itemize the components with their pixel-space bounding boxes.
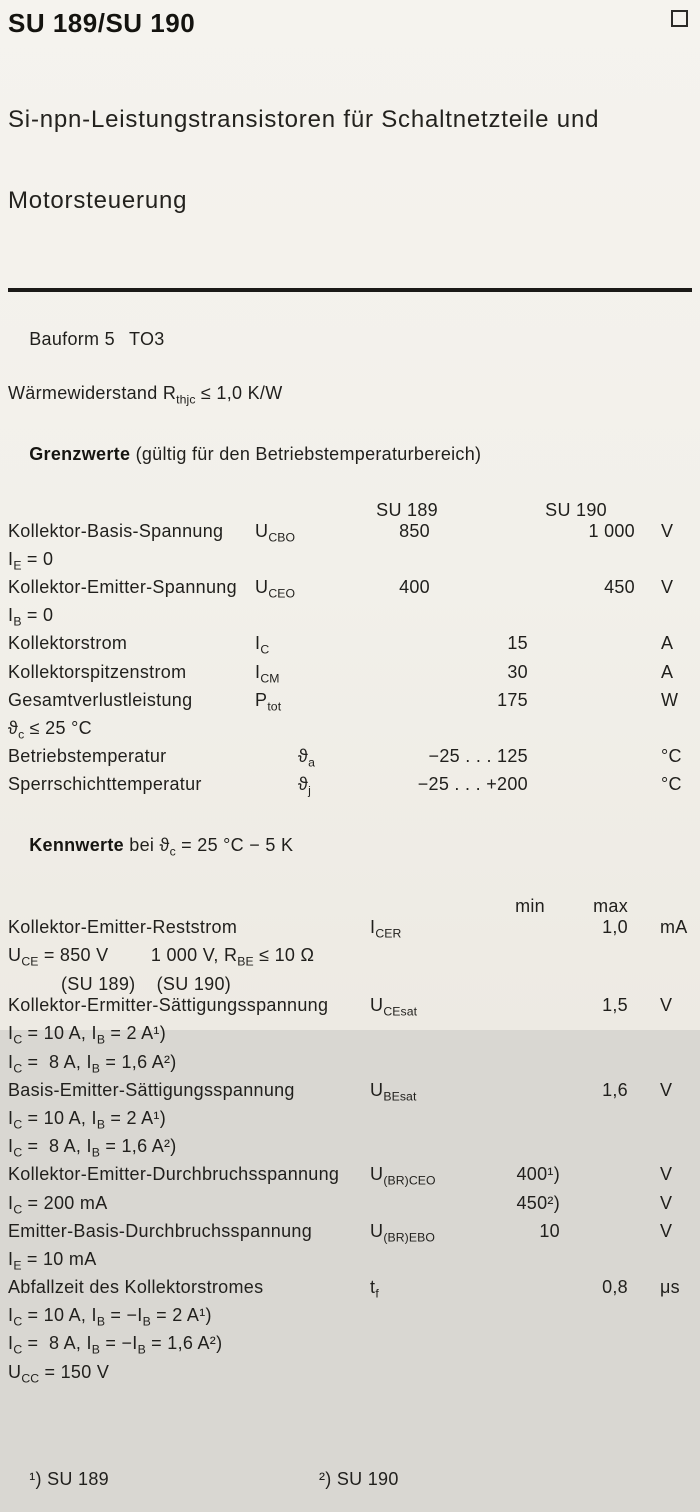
value-shared: 175 — [497, 689, 528, 710]
param-name: Emitter-Basis-Durchbruchsspannung — [8, 1220, 313, 1241]
value-min: 400¹) — [516, 1164, 560, 1185]
table-row — [8, 1136, 692, 1164]
limits-heading-rest: (gültig für den Betriebstemperaturbereich) — [130, 443, 482, 464]
condition: $I_C = 10$ A, $I_B = -I_B = 2$ A¹) — [8, 1305, 212, 1329]
subtitle-line-1: Si-npn-Leistungstransistoren für Schaltnetzteile und — [8, 106, 600, 133]
table-row — [8, 746, 692, 774]
param-symbol: $I_C$ — [255, 633, 270, 658]
table-row — [8, 1221, 692, 1249]
unit: μs — [660, 1277, 680, 1298]
characteristics-heading-rest: bei $ϑ_c = 25$ °C − 5 K — [123, 835, 294, 859]
param-name: Basis-Emitter-Sättigungsspannung — [8, 1079, 295, 1100]
minmax-header-row — [8, 896, 692, 918]
divider-rule — [8, 288, 692, 292]
unit: mA — [660, 917, 688, 938]
table-row — [8, 718, 692, 746]
condition: $I_C = 10$ A, $I_B = 2$ A¹) — [8, 1107, 167, 1132]
limits-header-row — [8, 500, 692, 522]
param-symbol: $U_{(BR)EBO}$ — [370, 1220, 435, 1245]
table-row — [8, 662, 692, 690]
limits-table — [8, 500, 692, 802]
param-symbol: $U_{CEsat}$ — [370, 995, 418, 1019]
table-row — [8, 1362, 692, 1390]
condition: $I_C = 8$ A, $I_B = 1,6$ A²) — [8, 1051, 177, 1076]
unit: V — [660, 1192, 673, 1213]
param-name: Kollektor-Emitter-Durchbruchsspannung — [8, 1164, 340, 1185]
table-row — [8, 549, 692, 577]
param-name: Kollektor-Emitter-Spannung — [8, 577, 237, 598]
param-symbol: $ϑ_j$ — [298, 773, 311, 798]
value-shared: −25 . . . 125 — [428, 745, 528, 766]
corner-checkbox — [671, 10, 688, 27]
unit: V — [660, 1164, 673, 1185]
characteristics-heading — [8, 814, 692, 884]
package-line — [8, 308, 692, 371]
condition: $I_C = 8$ A, $I_B = -I_B = 1,6$ A²) — [8, 1333, 223, 1358]
condition: (SU 189) (SU 190) — [8, 973, 232, 994]
value-shared: 30 — [507, 661, 528, 682]
param-symbol: $U_{CBO}$ — [255, 521, 296, 545]
unit: °C — [661, 773, 682, 794]
table-row — [8, 974, 692, 996]
value-min: 10 — [539, 1220, 560, 1241]
condition: $I_B = 0$ — [8, 605, 54, 629]
footnotes — [8, 1446, 692, 1512]
column-header-min: min — [515, 895, 545, 916]
param-symbol: $I_{CER}$ — [370, 917, 402, 941]
param-name: Sperrschichttemperatur — [8, 773, 202, 794]
unit: A — [661, 633, 674, 654]
value-shared: 15 — [507, 633, 528, 654]
value-max: 1,5 — [602, 995, 628, 1016]
param-symbol: $ϑ_a$ — [298, 745, 316, 770]
table-row — [8, 774, 692, 802]
param-symbol: $U_{BEsat}$ — [370, 1079, 417, 1104]
condition: $I_C = 200$ mA — [8, 1192, 108, 1217]
param-name: Kollektor-Basis-Spannung — [8, 521, 224, 542]
condition: $I_E = 0$ — [8, 549, 54, 573]
unit: V — [660, 995, 673, 1016]
characteristics-heading-bold: Kennwerte — [29, 835, 124, 856]
table-row — [8, 1108, 692, 1136]
table-row — [8, 945, 692, 973]
value-max: 0,8 — [602, 1277, 628, 1298]
table-row — [8, 1080, 692, 1108]
table-row — [8, 577, 692, 605]
unit: °C — [661, 745, 682, 766]
condition: $ϑ_c \le 25$ °C — [8, 717, 92, 742]
column-header-su190: SU 190 — [545, 499, 607, 520]
table-row — [8, 633, 692, 661]
value-shared: −25 . . . +200 — [417, 773, 528, 794]
param-name: Kollektor-Emitter-Reststrom — [8, 917, 238, 938]
table-row — [8, 1333, 692, 1361]
param-symbol: $t_f$ — [370, 1277, 379, 1301]
param-name: Gesamtverlustleistung — [8, 689, 193, 710]
value-max: 1,0 — [602, 917, 628, 938]
condition: $U_{CE} = 850$ V 1 000 V, $R_{BE} \le 10$ Ω — [8, 945, 315, 969]
table-row — [8, 1277, 692, 1305]
table-row — [8, 690, 692, 718]
footnote-1: ¹) SU 189 — [29, 1468, 109, 1489]
value-su189: 400 — [399, 577, 430, 598]
table-row — [8, 521, 692, 549]
param-symbol: $I_{CM}$ — [255, 661, 280, 686]
unit: V — [661, 521, 674, 542]
table-row — [8, 1052, 692, 1080]
param-name: Betriebstemperatur — [8, 745, 167, 766]
page-header — [8, 8, 692, 38]
column-header-su189: SU 189 — [376, 499, 438, 520]
table-row — [8, 1305, 692, 1333]
bauform-label: Bauform 5 — [29, 329, 115, 349]
param-symbol: $U_{CEO}$ — [255, 577, 296, 601]
unit: V — [660, 1220, 673, 1241]
limits-heading-bold: Grenzwerte — [29, 443, 131, 464]
value-max: 1,6 — [602, 1079, 628, 1100]
condition: $I_C = 8$ A, $I_B = 1,6$ A²) — [8, 1136, 177, 1160]
table-row — [8, 1164, 692, 1192]
value-min: 450²) — [516, 1192, 560, 1213]
table-row — [8, 917, 692, 945]
table-row — [8, 605, 692, 633]
footnote-2: ²) SU 190 — [318, 1468, 399, 1489]
package-name: TO3 — [128, 329, 165, 349]
unit: V — [661, 577, 674, 598]
value-su189: 850 — [399, 521, 430, 542]
condition: $U_{CC} = 150$ V — [8, 1361, 110, 1386]
unit: V — [660, 1079, 673, 1100]
page-title: SU 189/SU 190 — [8, 8, 196, 38]
unit: W — [661, 689, 679, 710]
characteristics-table — [8, 896, 692, 1390]
subtitle-line-2: Motorsteuerung — [8, 187, 188, 214]
thermal-resistance-line: Wärmewiderstand $R_{thjc} \le 1,0$ K/W — [8, 383, 283, 407]
value-su190: 1 000 — [588, 521, 635, 542]
subtitle — [8, 52, 692, 268]
param-symbol: $U_{(BR)CEO}$ — [370, 1164, 436, 1188]
table-row — [8, 1023, 692, 1051]
param-name: Kollektor-Ermitter-Sättigungsspannung — [8, 995, 329, 1016]
condition: $I_E = 10$ mA — [8, 1248, 97, 1273]
value-su190: 450 — [604, 577, 635, 598]
condition: $I_C = 10$ A, $I_B = 2$ A¹) — [8, 1023, 167, 1047]
column-header-max: max — [593, 895, 628, 916]
table-row — [8, 995, 692, 1023]
param-name: Kollektorstrom — [8, 633, 128, 654]
table-row — [8, 1193, 692, 1221]
param-symbol: $P_{tot}$ — [255, 689, 282, 714]
param-name: Abfallzeit des Kollektorstromes — [8, 1277, 264, 1298]
param-name: Kollektorspitzenstrom — [8, 661, 187, 682]
unit: A — [661, 661, 674, 682]
table-row — [8, 1249, 692, 1277]
limits-heading — [8, 423, 692, 486]
